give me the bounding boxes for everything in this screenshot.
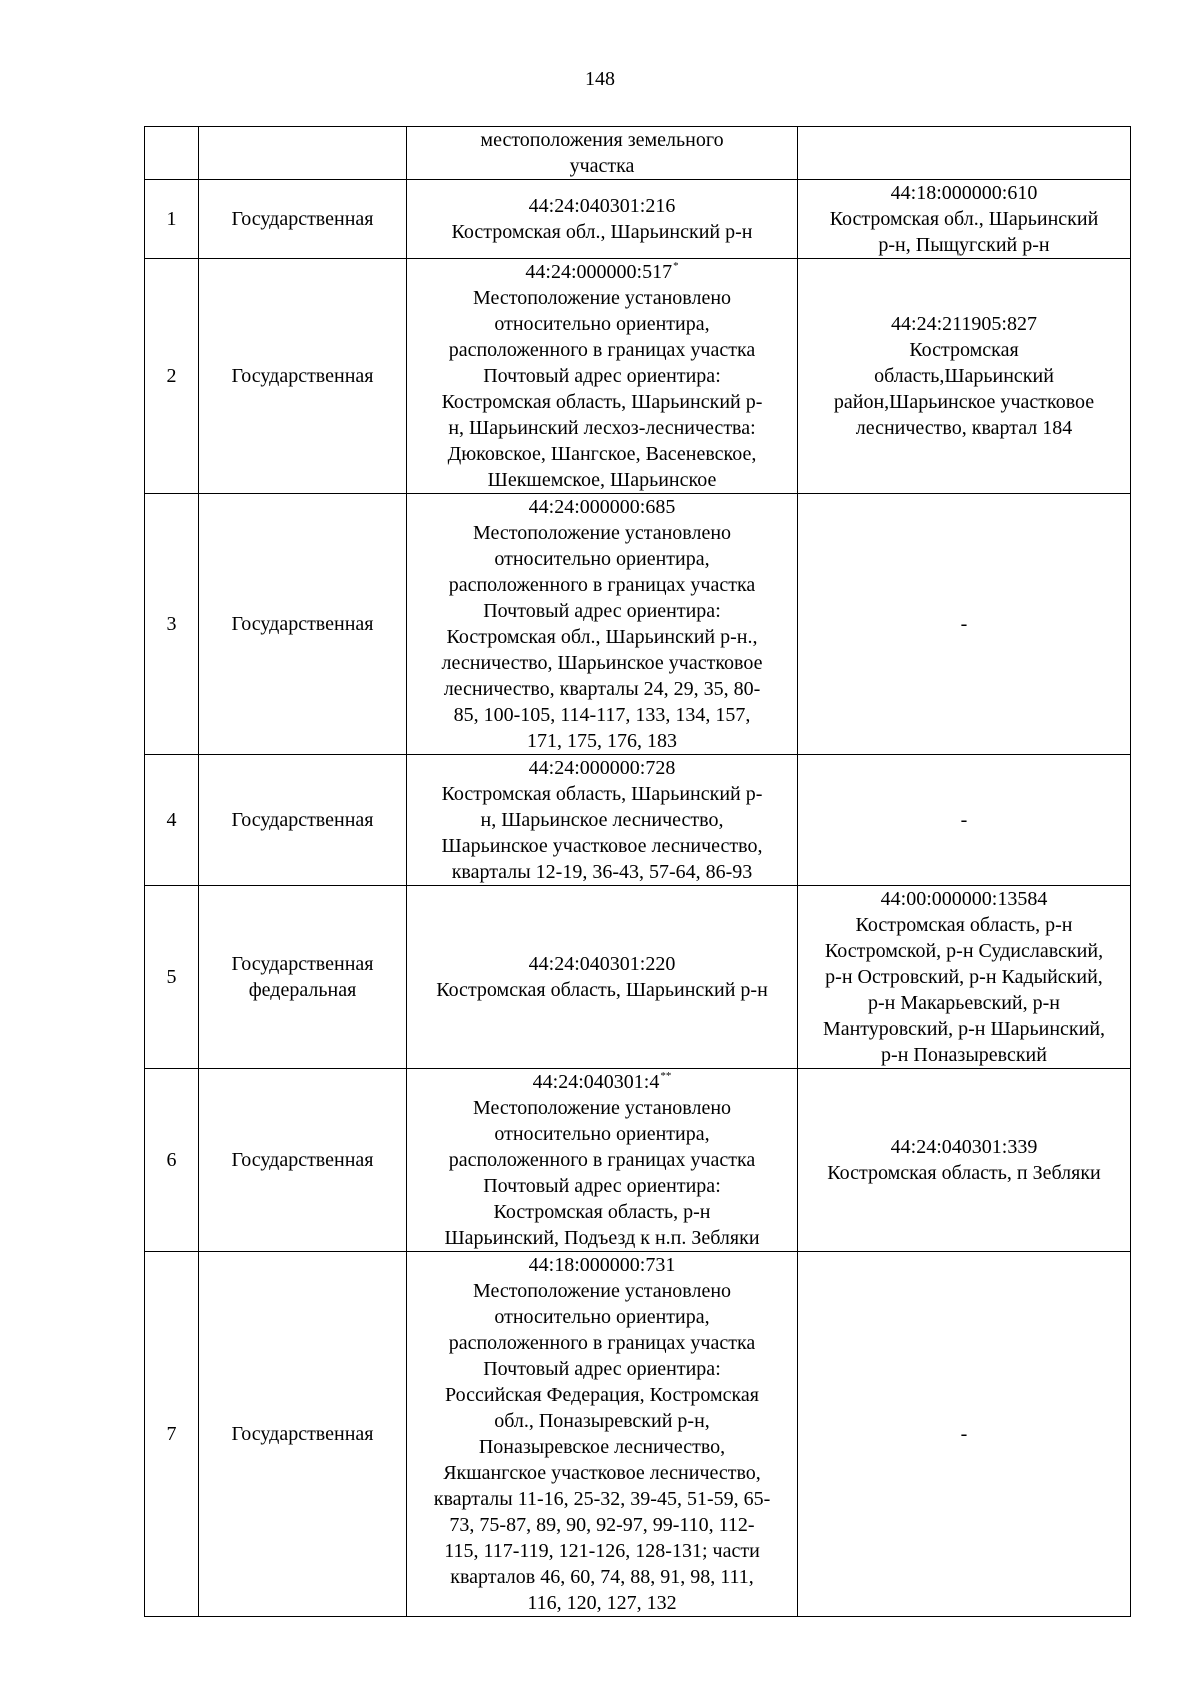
location-cell bbox=[407, 886, 798, 1069]
row-number-cell: 3 bbox=[145, 494, 199, 755]
adjacent-line: р-н Поназыревский bbox=[881, 1044, 1047, 1066]
adjacent-line: лесничество, квартал 184 bbox=[855, 417, 1073, 439]
location-line: Якшангское участковое лесничество, bbox=[443, 1462, 761, 1484]
location-line: Костромская обл., Шарьинский р-н., bbox=[446, 626, 758, 648]
land-plots-table bbox=[144, 126, 1131, 1617]
location-line: кварталы 11-16, 25-32, 39-45, 51-59, 65- bbox=[433, 1488, 771, 1510]
location-line: относительно ориентира, bbox=[494, 1306, 710, 1328]
location-cell bbox=[407, 1252, 798, 1617]
adjacent-line: 44:18:000000:610 bbox=[890, 182, 1038, 204]
row-number-cell: 7 bbox=[145, 1252, 199, 1617]
ownership-cell bbox=[199, 1069, 407, 1252]
page-number: 148 bbox=[585, 68, 615, 90]
location-line: обл., Поназыревский р-н, bbox=[494, 1410, 710, 1432]
location-cell bbox=[407, 127, 798, 180]
location-line: Шарьинский, Подъезд к н.п. Зебляки bbox=[444, 1227, 760, 1249]
adjacent-line: 44:24:040301:339 bbox=[890, 1136, 1038, 1158]
location-line: Почтовый адрес ориентира: bbox=[483, 1175, 721, 1197]
ownership-line: Государственная bbox=[231, 613, 374, 635]
adjacent-plot-cell bbox=[798, 755, 1131, 886]
location-line: Шекшемское, Шарьинское bbox=[487, 469, 717, 491]
adjacent-line: 44:24:211905:827 bbox=[891, 313, 1037, 335]
adjacent-line: - bbox=[960, 1423, 968, 1445]
location-line: 116, 120, 127, 132 bbox=[527, 1592, 677, 1614]
location-line: Костромская область, Шарьинский р- bbox=[441, 783, 763, 805]
row-number-cell bbox=[145, 127, 199, 180]
location-line: 85, 100-105, 114-117, 133, 134, 157, bbox=[453, 704, 751, 726]
location-cell bbox=[407, 494, 798, 755]
location-line: расположенного в границах участка bbox=[448, 1149, 756, 1171]
location-line: Костромская обл., Шарьинский р-н bbox=[451, 221, 753, 243]
location-line: Местоположение установлено bbox=[472, 287, 732, 309]
cadastral-number-text: 44:24:040301:216 bbox=[528, 195, 676, 217]
location-line: Местоположение установлено bbox=[472, 1280, 732, 1302]
location-line: н, Шарьинский лесхоз-лесничества: bbox=[448, 417, 756, 439]
table-row bbox=[145, 1252, 1131, 1617]
location-line: лесничество, Шарьинское участковое bbox=[441, 652, 763, 674]
row-number-cell: 4 bbox=[145, 755, 199, 886]
cadastral-number bbox=[409, 755, 795, 781]
table-row bbox=[145, 259, 1131, 494]
location-cell bbox=[407, 755, 798, 886]
adjacent-line: р-н, Пыщугский р-н bbox=[878, 234, 1050, 256]
location-line: 73, 75-87, 89, 90, 92-97, 99-110, 112- bbox=[449, 1514, 755, 1536]
location-line: 171, 175, 176, 183 bbox=[527, 730, 677, 752]
cadastral-number-text: 44:24:040301:220 bbox=[528, 953, 676, 975]
adjacent-line: Костромская обл., Шарьинский bbox=[829, 208, 1099, 230]
cadastral-number-text: 44:24:000000:685 bbox=[528, 496, 676, 518]
location-line: Российская Федерация, Костромская bbox=[445, 1384, 759, 1406]
ownership-cell bbox=[199, 755, 407, 886]
adjacent-line: область,Шарьинский bbox=[874, 365, 1054, 387]
adjacent-line: р-н Островский, р-н Кадыйский, bbox=[825, 966, 1103, 988]
location-line: относительно ориентира, bbox=[494, 548, 710, 570]
adjacent-plot-cell bbox=[798, 180, 1131, 259]
row-number-cell: 5 bbox=[145, 886, 199, 1069]
location-line: Костромская область, р-н bbox=[493, 1201, 711, 1223]
continuation-row bbox=[145, 127, 1131, 180]
cadastral-number bbox=[409, 259, 795, 285]
adjacent-line: район,Шарьинское участковое bbox=[833, 391, 1095, 413]
table-row bbox=[145, 886, 1131, 1069]
row-number-cell: 2 bbox=[145, 259, 199, 494]
cadastral-number bbox=[409, 951, 795, 977]
adjacent-line: Костромская область, п Зебляки bbox=[827, 1162, 1101, 1184]
location-line: участка bbox=[569, 155, 635, 177]
ownership-line: федеральная bbox=[248, 979, 357, 1001]
location-line: Костромская область, Шарьинский р-н bbox=[436, 979, 768, 1001]
location-line: Местоположение установлено bbox=[472, 1097, 732, 1119]
location-line: Шарьинское участковое лесничество, bbox=[441, 835, 763, 857]
ownership-line: Государственная bbox=[231, 809, 374, 831]
adjacent-plot-cell bbox=[798, 1069, 1131, 1252]
adjacent-line: Мантуровский, р-н Шарьинский, bbox=[822, 1018, 1106, 1040]
location-line: расположенного в границах участка bbox=[448, 339, 756, 361]
location-line: Почтовый адрес ориентира: bbox=[483, 1358, 721, 1380]
location-line: расположенного в границах участка bbox=[448, 1332, 756, 1354]
footnote-mark: * bbox=[673, 260, 679, 272]
adjacent-line: 44:00:000000:13584 bbox=[880, 888, 1048, 910]
location-line: относительно ориентира, bbox=[494, 1123, 710, 1145]
location-line: относительно ориентира, bbox=[494, 313, 710, 335]
location-line: Местоположение установлено bbox=[472, 522, 732, 544]
cadastral-number bbox=[409, 494, 795, 520]
location-line: кварталы 12-19, 36-43, 57-64, 86-93 bbox=[451, 861, 753, 883]
cadastral-number bbox=[409, 1252, 795, 1278]
cadastral-number-text: 44:18:000000:731 bbox=[528, 1254, 676, 1276]
adjacent-line: - bbox=[960, 809, 968, 831]
location-line: 115, 117-119, 121-126, 128-131; части bbox=[444, 1540, 760, 1562]
cadastral-number-text: 44:24:000000:517 bbox=[525, 261, 673, 283]
adjacent-plot-cell bbox=[798, 494, 1131, 755]
cadastral-number bbox=[409, 1069, 795, 1095]
adjacent-plot-cell bbox=[798, 1252, 1131, 1617]
location-line: Почтовый адрес ориентира: bbox=[483, 365, 721, 387]
location-cell bbox=[407, 259, 798, 494]
ownership-cell bbox=[199, 259, 407, 494]
cadastral-number-text: 44:24:000000:728 bbox=[528, 757, 676, 779]
location-line: Дюковское, Шангское, Васеневское, bbox=[447, 443, 757, 465]
ownership-line: Государственная bbox=[231, 953, 374, 975]
location-cell bbox=[407, 1069, 798, 1252]
ownership-cell bbox=[199, 127, 407, 180]
ownership-line: Государственная bbox=[231, 208, 374, 230]
adjacent-plot-cell bbox=[798, 259, 1131, 494]
ownership-line: Государственная bbox=[231, 1423, 374, 1445]
location-line: Костромская область, Шарьинский р- bbox=[441, 391, 763, 413]
table-row bbox=[145, 1069, 1131, 1252]
table-row bbox=[145, 180, 1131, 259]
location-line: местоположения земельного bbox=[480, 129, 724, 151]
cadastral-number bbox=[409, 193, 795, 219]
ownership-cell bbox=[199, 180, 407, 259]
ownership-cell bbox=[199, 1252, 407, 1617]
adjacent-line: Костромская bbox=[909, 339, 1019, 361]
footnote-mark: ** bbox=[660, 1070, 672, 1082]
adjacent-plot-cell bbox=[798, 886, 1131, 1069]
cadastral-number-text: 44:24:040301:4 bbox=[532, 1071, 660, 1093]
adjacent-line: Костромская область, р-н bbox=[855, 914, 1073, 936]
ownership-cell bbox=[199, 886, 407, 1069]
location-line: Поназыревское лесничество, bbox=[478, 1436, 726, 1458]
table-row bbox=[145, 494, 1131, 755]
ownership-cell bbox=[199, 494, 407, 755]
adjacent-plot-cell bbox=[798, 127, 1131, 180]
ownership-line: Государственная bbox=[231, 365, 374, 387]
location-line: лесничество, кварталы 24, 29, 35, 80- bbox=[443, 678, 761, 700]
location-cell bbox=[407, 180, 798, 259]
location-line: расположенного в границах участка bbox=[448, 574, 756, 596]
table-row bbox=[145, 755, 1131, 886]
row-number-cell: 6 bbox=[145, 1069, 199, 1252]
location-line: Почтовый адрес ориентира: bbox=[483, 600, 721, 622]
row-number-cell: 1 bbox=[145, 180, 199, 259]
ownership-line: Государственная bbox=[231, 1149, 374, 1171]
adjacent-line: - bbox=[960, 613, 968, 635]
location-line: кварталов 46, 60, 74, 88, 91, 98, 111, bbox=[450, 1566, 754, 1588]
adjacent-line: Костромской, р-н Судиславский, bbox=[824, 940, 1104, 962]
table-body bbox=[145, 127, 1131, 1617]
location-line: н, Шарьинское лесничество, bbox=[480, 809, 724, 831]
adjacent-line: р-н Макарьевский, р-н bbox=[867, 992, 1060, 1014]
